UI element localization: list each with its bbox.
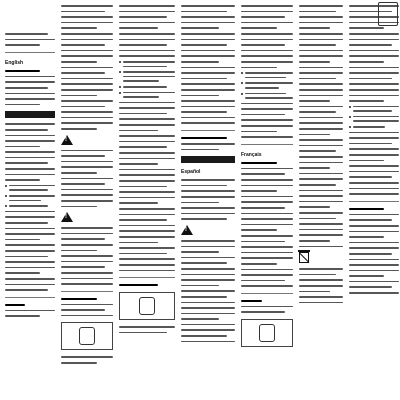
figure-panel — [61, 322, 113, 350]
brand-shield-icon — [378, 2, 398, 26]
figure-panel — [119, 292, 175, 320]
warning-triangle-icon — [181, 225, 193, 235]
text-column-4 — [178, 4, 238, 396]
text-column-1 — [2, 4, 58, 396]
section-heading-bar — [181, 156, 235, 163]
crossed-bin-icon — [299, 252, 309, 263]
text-column-5 — [238, 4, 296, 396]
section-heading-english: English — [5, 59, 24, 66]
text-column-2 — [58, 4, 116, 396]
text-column-3 — [116, 4, 178, 396]
section-heading-bar — [5, 111, 55, 118]
warning-triangle-icon — [61, 135, 73, 145]
figure-panel — [241, 319, 293, 347]
section-heading-espanol: Español — [181, 169, 201, 176]
section-heading-francais: Français — [241, 151, 262, 158]
warning-triangle-icon — [61, 212, 73, 222]
text-column-7 — [346, 4, 400, 396]
text-column-6 — [296, 4, 346, 396]
